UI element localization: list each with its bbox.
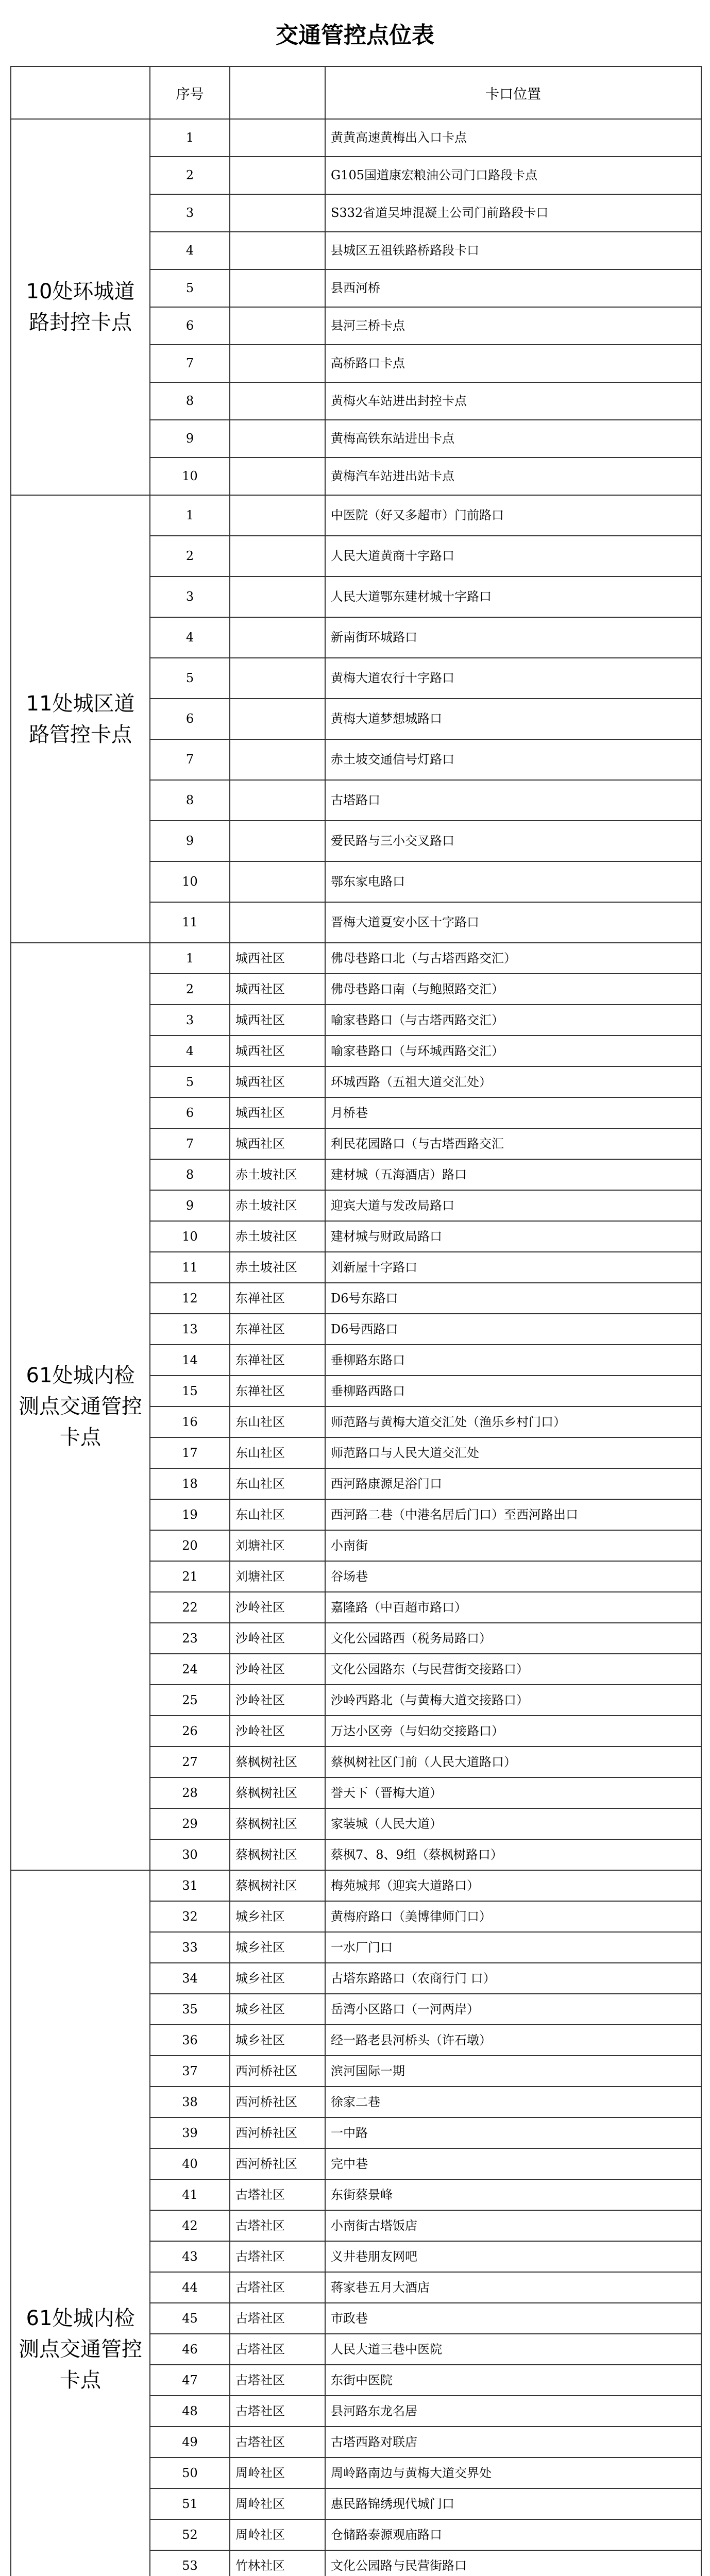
- row-community: 周岭社区: [230, 2519, 325, 2550]
- row-number: 31: [150, 1870, 230, 1901]
- row-location: 环城西路（五祖大道交汇处）: [325, 1066, 701, 1097]
- row-location: 古塔路口: [325, 780, 701, 821]
- row-location: 月桥巷: [325, 1097, 701, 1128]
- row-community: 西河桥社区: [230, 2117, 325, 2148]
- row-number: 10: [150, 861, 230, 902]
- row-community: 东禅社区: [230, 1283, 325, 1314]
- row-community: [230, 617, 325, 658]
- row-number: 1: [150, 119, 230, 157]
- row-location: 一水厂门口: [325, 1932, 701, 1963]
- row-location: 建材城与财政局路口: [325, 1221, 701, 1252]
- row-location: 刘新屋十字路口: [325, 1252, 701, 1283]
- row-number: 3: [150, 1005, 230, 1036]
- row-location: 县河三桥卡点: [325, 307, 701, 345]
- row-community: 西河桥社区: [230, 2087, 325, 2117]
- row-number: 33: [150, 1932, 230, 1963]
- row-community: 城西社区: [230, 1036, 325, 1066]
- page-title: 交通管控点位表: [276, 22, 434, 48]
- row-location: 西河路康源足浴门口: [325, 1468, 701, 1499]
- row-location: D6号东路口: [325, 1283, 701, 1314]
- row-number: 9: [150, 821, 230, 861]
- row-number: 12: [150, 1283, 230, 1314]
- row-community: 蔡枫树社区: [230, 1747, 325, 1777]
- row-community: 西河桥社区: [230, 2056, 325, 2087]
- row-number: 42: [150, 2210, 230, 2241]
- row-location: 蔡枫树社区门前（人民大道路口）: [325, 1747, 701, 1777]
- row-community: [230, 699, 325, 739]
- row-community: [230, 902, 325, 943]
- row-location: 小南街: [325, 1530, 701, 1561]
- row-community: 东禅社区: [230, 1376, 325, 1406]
- row-location: 晋梅大道夏安小区十字路口: [325, 902, 701, 943]
- section-label: 10处环城道路封控卡点: [11, 119, 150, 495]
- row-community: [230, 194, 325, 232]
- row-location: 高桥路口卡点: [325, 345, 701, 382]
- row-community: 城乡社区: [230, 1963, 325, 1994]
- row-number: 44: [150, 2272, 230, 2303]
- row-number: 11: [150, 902, 230, 943]
- row-number: 3: [150, 194, 230, 232]
- row-location: 一中路: [325, 2117, 701, 2148]
- row-location: 县西河桥: [325, 269, 701, 307]
- row-location: 完中巷: [325, 2148, 701, 2179]
- row-location: 爱民路与三小交叉路口: [325, 821, 701, 861]
- row-location: 经一路老县河桥头（许石墩）: [325, 2025, 701, 2056]
- row-community: [230, 780, 325, 821]
- row-location: 沙岭西路北（与黄梅大道交接路口）: [325, 1685, 701, 1716]
- row-location: 仓储路泰源观庙路口: [325, 2519, 701, 2550]
- row-community: 蔡枫树社区: [230, 1808, 325, 1839]
- row-community: 周岭社区: [230, 2458, 325, 2488]
- row-number: 5: [150, 269, 230, 307]
- row-location: 黄梅大道农行十字路口: [325, 658, 701, 699]
- row-number: 5: [150, 658, 230, 699]
- row-number: 37: [150, 2056, 230, 2087]
- row-number: 9: [150, 420, 230, 457]
- row-number: 11: [150, 1252, 230, 1283]
- row-location: 黄黄高速黄梅出入口卡点: [325, 119, 701, 157]
- row-location: 县城区五祖铁路桥路段卡口: [325, 232, 701, 269]
- row-community: 竹林社区: [230, 2550, 325, 2576]
- row-number: 22: [150, 1592, 230, 1623]
- header-row: [11, 66, 701, 119]
- row-number: 27: [150, 1747, 230, 1777]
- row-number: 4: [150, 232, 230, 269]
- row-location: D6号西路口: [325, 1314, 701, 1345]
- row-community: 东禅社区: [230, 1345, 325, 1376]
- row-community: 古塔社区: [230, 2179, 325, 2210]
- row-community: 赤土坡社区: [230, 1252, 325, 1283]
- row-location: 岳湾小区路口（一河两岸）: [325, 1994, 701, 2025]
- row-location: 佛母巷路口北（与古塔西路交汇）: [325, 943, 701, 974]
- row-community: 城西社区: [230, 1005, 325, 1036]
- row-number: 14: [150, 1345, 230, 1376]
- row-number: 30: [150, 1839, 230, 1870]
- row-number: 4: [150, 1036, 230, 1066]
- row-location: 喻家巷路口（与古塔西路交汇）: [325, 1005, 701, 1036]
- header-group: [11, 66, 150, 119]
- row-community: [230, 307, 325, 345]
- row-number: 43: [150, 2241, 230, 2272]
- row-location: 黄梅大道梦想城路口: [325, 699, 701, 739]
- row-number: 45: [150, 2303, 230, 2334]
- row-community: [230, 269, 325, 307]
- row-number: 7: [150, 345, 230, 382]
- row-number: 53: [150, 2550, 230, 2576]
- row-location: 家装城（人民大道）: [325, 1808, 701, 1839]
- row-location: 小南街古塔饭店: [325, 2210, 701, 2241]
- row-location: 周岭路南边与黄梅大道交界处: [325, 2458, 701, 2488]
- row-number: 2: [150, 536, 230, 577]
- row-number: 49: [150, 2427, 230, 2458]
- row-community: 赤土坡社区: [230, 1159, 325, 1190]
- row-community: 城乡社区: [230, 2025, 325, 2056]
- section-label: 61处城内检测点交通管控卡点: [11, 1870, 150, 2576]
- row-location: 蒋家巷五月大酒店: [325, 2272, 701, 2303]
- row-community: [230, 861, 325, 902]
- row-number: 13: [150, 1314, 230, 1345]
- section-label: 11处城区道路管控卡点: [11, 495, 150, 943]
- row-number: 40: [150, 2148, 230, 2179]
- row-community: 蔡枫树社区: [230, 1777, 325, 1808]
- row-community: 东山社区: [230, 1468, 325, 1499]
- row-number: 35: [150, 1994, 230, 2025]
- row-community: 西河桥社区: [230, 2148, 325, 2179]
- row-location: 义井巷朋友网吧: [325, 2241, 701, 2272]
- row-number: 4: [150, 617, 230, 658]
- header-location: 卡口位置: [325, 66, 701, 119]
- row-community: 沙岭社区: [230, 1685, 325, 1716]
- row-community: 城乡社区: [230, 1932, 325, 1963]
- row-community: 赤土坡社区: [230, 1190, 325, 1221]
- row-number: 38: [150, 2087, 230, 2117]
- row-number: 46: [150, 2334, 230, 2365]
- row-location: 黄梅府路口（美博律师门口）: [325, 1901, 701, 1932]
- row-community: 蔡枫树社区: [230, 1839, 325, 1870]
- row-community: 蔡枫树社区: [230, 1870, 325, 1901]
- row-location: S332省道吴坤混凝土公司门前路段卡口: [325, 194, 701, 232]
- row-community: 古塔社区: [230, 2272, 325, 2303]
- row-number: 25: [150, 1685, 230, 1716]
- row-location: 古塔西路对联店: [325, 2427, 701, 2458]
- row-location: 滨河国际一期: [325, 2056, 701, 2087]
- row-community: 刘塘社区: [230, 1561, 325, 1592]
- row-community: 古塔社区: [230, 2334, 325, 2365]
- row-location: 师范路与黄梅大道交汇处（渔乐乡村门口）: [325, 1406, 701, 1437]
- row-community: 城乡社区: [230, 1994, 325, 2025]
- row-number: 8: [150, 382, 230, 420]
- row-location: 黄梅汽车站进出站卡点: [325, 457, 701, 495]
- section-label: 61处城内检测点交通管控卡点: [11, 943, 150, 1870]
- row-number: 36: [150, 2025, 230, 2056]
- row-number: 8: [150, 780, 230, 821]
- row-location: 惠民路锦绣现代城门口: [325, 2488, 701, 2519]
- row-location: 垂柳路西路口: [325, 1376, 701, 1406]
- row-number: 34: [150, 1963, 230, 1994]
- row-community: 沙岭社区: [230, 1716, 325, 1747]
- row-location: 佛母巷路口南（与鲍照路交汇）: [325, 974, 701, 1005]
- row-community: 沙岭社区: [230, 1623, 325, 1654]
- row-community: 城西社区: [230, 1128, 325, 1159]
- row-location: 垂柳路东路口: [325, 1345, 701, 1376]
- row-location: 利民花园路口（与古塔西路交汇: [325, 1128, 701, 1159]
- row-community: 东禅社区: [230, 1314, 325, 1345]
- row-community: 古塔社区: [230, 2365, 325, 2396]
- row-community: 东山社区: [230, 1499, 325, 1530]
- row-location: 鄂东家电路口: [325, 861, 701, 902]
- row-location: 嘉隆路（中百超市路口）: [325, 1592, 701, 1623]
- row-location: 师范路口与人民大道交汇处: [325, 1437, 701, 1468]
- row-number: 16: [150, 1406, 230, 1437]
- row-number: 1: [150, 495, 230, 536]
- row-number: 19: [150, 1499, 230, 1530]
- row-location: 文化公园路东（与民营街交接路口）: [325, 1654, 701, 1685]
- row-number: 7: [150, 739, 230, 780]
- row-number: 18: [150, 1468, 230, 1499]
- row-location: 万达小区旁（与妇幼交接路口）: [325, 1716, 701, 1747]
- row-number: 6: [150, 1097, 230, 1128]
- row-number: 6: [150, 307, 230, 345]
- row-location: 梅苑城邦（迎宾大道路口）: [325, 1870, 701, 1901]
- row-location: G105国道康宏粮油公司门口路段卡点: [325, 157, 701, 194]
- row-community: [230, 536, 325, 577]
- row-community: 古塔社区: [230, 2241, 325, 2272]
- row-location: 人民大道三巷中医院: [325, 2334, 701, 2365]
- row-community: 城西社区: [230, 943, 325, 974]
- row-community: 赤土坡社区: [230, 1221, 325, 1252]
- row-number: 47: [150, 2365, 230, 2396]
- control-point-table: [10, 66, 702, 2576]
- row-number: 7: [150, 1128, 230, 1159]
- row-community: [230, 382, 325, 420]
- row-community: 古塔社区: [230, 2303, 325, 2334]
- table-row: [11, 943, 701, 974]
- row-number: 17: [150, 1437, 230, 1468]
- row-location: 徐家二巷: [325, 2087, 701, 2117]
- table-row: [11, 495, 701, 536]
- row-number: 3: [150, 577, 230, 617]
- row-location: 迎宾大道与发改局路口: [325, 1190, 701, 1221]
- row-number: 51: [150, 2488, 230, 2519]
- row-community: 古塔社区: [230, 2427, 325, 2458]
- row-location: 县河路东龙名居: [325, 2396, 701, 2427]
- row-community: 古塔社区: [230, 2396, 325, 2427]
- row-location: 喻家巷路口（与环城西路交汇）: [325, 1036, 701, 1066]
- row-number: 2: [150, 974, 230, 1005]
- row-number: 23: [150, 1623, 230, 1654]
- row-community: 刘塘社区: [230, 1530, 325, 1561]
- header-number: 序号: [150, 66, 230, 119]
- row-location: 誉天下（晋梅大道）: [325, 1777, 701, 1808]
- row-community: [230, 119, 325, 157]
- row-location: 新南街环城路口: [325, 617, 701, 658]
- row-location: 人民大道黄商十字路口: [325, 536, 701, 577]
- row-community: [230, 457, 325, 495]
- row-community: [230, 232, 325, 269]
- row-community: [230, 658, 325, 699]
- row-number: 5: [150, 1066, 230, 1097]
- row-location: 西河路二巷（中港名居后门口）至西河路出口: [325, 1499, 701, 1530]
- row-location: 谷场巷: [325, 1561, 701, 1592]
- row-location: 东街蔡景峰: [325, 2179, 701, 2210]
- table-row: [11, 119, 701, 157]
- row-location: 黄梅火车站进出封控卡点: [325, 382, 701, 420]
- row-location: 赤土坡交通信号灯路口: [325, 739, 701, 780]
- table-row: [11, 1870, 701, 1901]
- row-location: 建材城（五海酒店）路口: [325, 1159, 701, 1190]
- row-community: 东山社区: [230, 1406, 325, 1437]
- row-community: [230, 345, 325, 382]
- row-location: 蔡枫7、8、9组（蔡枫树路口）: [325, 1839, 701, 1870]
- row-community: 城乡社区: [230, 1901, 325, 1932]
- row-number: 26: [150, 1716, 230, 1747]
- row-community: 周岭社区: [230, 2488, 325, 2519]
- row-community: 城西社区: [230, 1066, 325, 1097]
- row-location: 文化公园路西（税务局路口）: [325, 1623, 701, 1654]
- row-number: 10: [150, 457, 230, 495]
- row-community: 古塔社区: [230, 2210, 325, 2241]
- row-number: 50: [150, 2458, 230, 2488]
- row-number: 24: [150, 1654, 230, 1685]
- row-number: 29: [150, 1808, 230, 1839]
- row-community: [230, 157, 325, 194]
- row-community: 沙岭社区: [230, 1654, 325, 1685]
- row-community: [230, 821, 325, 861]
- row-number: 6: [150, 699, 230, 739]
- row-community: [230, 577, 325, 617]
- row-number: 41: [150, 2179, 230, 2210]
- row-number: 28: [150, 1777, 230, 1808]
- row-community: 城西社区: [230, 974, 325, 1005]
- row-community: [230, 420, 325, 457]
- row-location: 市政巷: [325, 2303, 701, 2334]
- row-number: 52: [150, 2519, 230, 2550]
- row-number: 1: [150, 943, 230, 974]
- row-location: 古塔东路路口（农商行门 口）: [325, 1963, 701, 1994]
- row-location: 中医院（好又多超市）门前路口: [325, 495, 701, 536]
- row-number: 32: [150, 1901, 230, 1932]
- table-body: [11, 119, 701, 2576]
- header-community: [230, 66, 325, 119]
- row-number: 21: [150, 1561, 230, 1592]
- row-number: 10: [150, 1221, 230, 1252]
- row-number: 8: [150, 1159, 230, 1190]
- row-number: 20: [150, 1530, 230, 1561]
- row-location: 黄梅高铁东站进出卡点: [325, 420, 701, 457]
- row-number: 2: [150, 157, 230, 194]
- row-number: 39: [150, 2117, 230, 2148]
- row-number: 15: [150, 1376, 230, 1406]
- row-location: 人民大道鄂东建材城十字路口: [325, 577, 701, 617]
- row-location: 文化公园路与民营街路口: [325, 2550, 701, 2576]
- row-community: [230, 495, 325, 536]
- row-community: 城西社区: [230, 1097, 325, 1128]
- row-number: 9: [150, 1190, 230, 1221]
- row-community: 东山社区: [230, 1437, 325, 1468]
- row-number: 48: [150, 2396, 230, 2427]
- row-community: [230, 739, 325, 780]
- row-community: 沙岭社区: [230, 1592, 325, 1623]
- row-location: 东街中医院: [325, 2365, 701, 2396]
